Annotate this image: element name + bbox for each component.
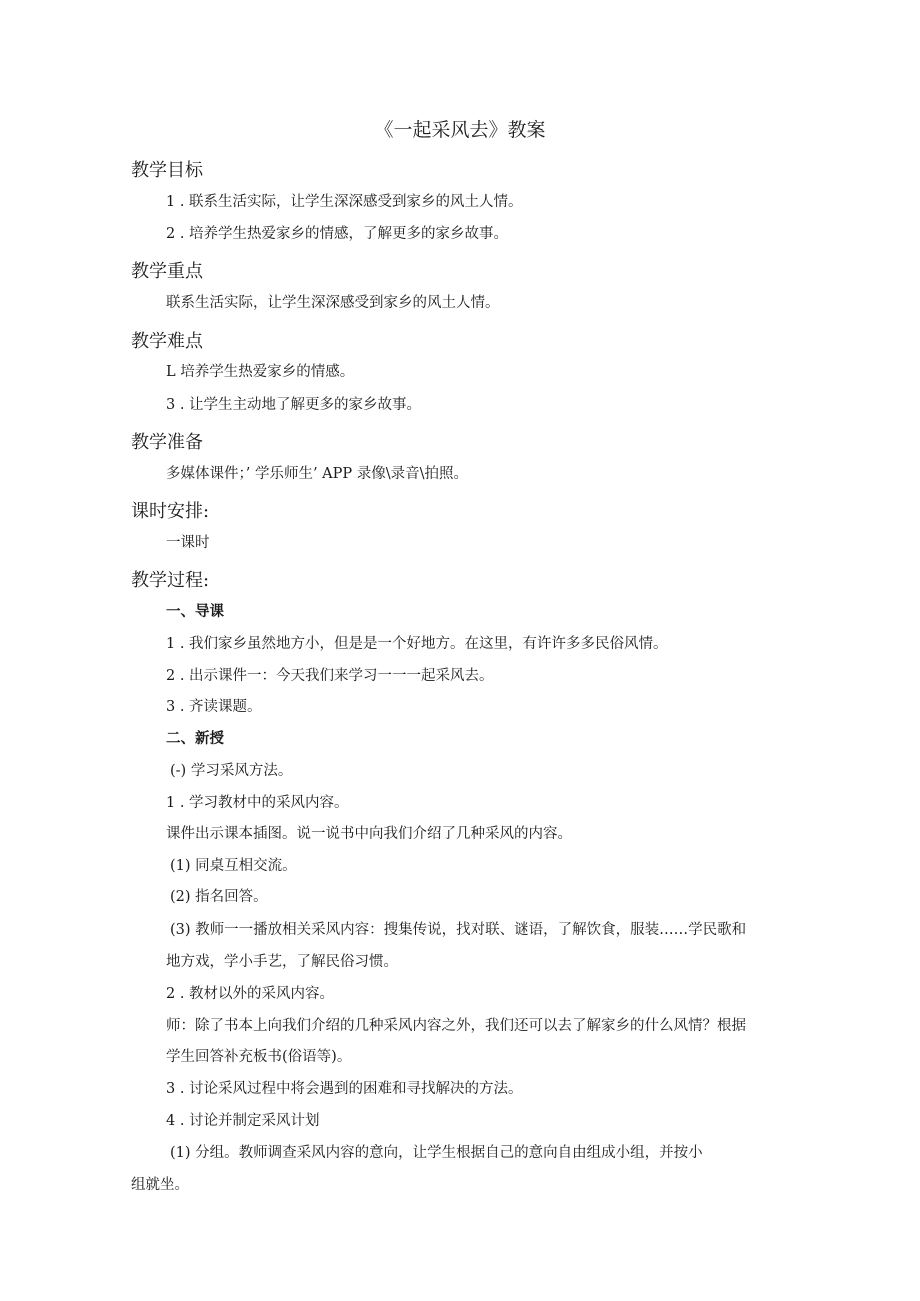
lesson-line: 2 . 教材以外的采风内容。: [166, 986, 335, 1002]
difficulty-item: L 培养学生热爱家乡的情感。: [166, 364, 355, 380]
lesson-line: (1) 分组。教师调查采风内容的意向，让学生根据自己的意向自由组成小组，并按小: [170, 1145, 703, 1161]
document-title: 《一起采风去》教案: [374, 119, 546, 141]
goal-item: 2 . 培养学生热爱家乡的情感，了解更多的家乡故事。: [166, 226, 509, 242]
heading-schedule: 课时安排:: [131, 501, 210, 522]
lesson-line: 4 . 讨论并制定采风计划: [166, 1113, 320, 1129]
goal-item: 1 . 联系生活实际，让学生深深感受到家乡的风土人情。: [166, 194, 523, 210]
lesson-line: 地方戏，学小手艺，了解民俗习惯。: [166, 954, 398, 970]
lesson-line: 3 . 讨论采风过程中将会遇到的困难和寻找解决的方法。: [166, 1081, 523, 1097]
intro-item: 2 . 出示课件一：今天我们来学习一一一起采风去。: [166, 668, 494, 684]
lesson-line: (1) 同桌互相交流。: [170, 858, 297, 874]
key-points-text: 联系生活实际，让学生深深感受到家乡的风土人情。: [166, 295, 500, 311]
lesson-line: (-) 学习采风方法。: [170, 763, 293, 779]
intro-item: 1 . 我们家乡虽然地方小，但是是一个好地方。在这里，有许许多多民俗风情。: [166, 636, 668, 652]
difficulty-item: 3 . 让学生主动地了解更多的家乡故事。: [166, 397, 422, 413]
preparation-text: 多媒体课件；’ 学乐师生’ APP 录像\录音\拍照。: [166, 466, 469, 482]
lesson-line: 1 . 学习教材中的采风内容。: [166, 795, 349, 811]
lesson-line: 学生回答补充板书(俗语等)。: [166, 1049, 352, 1065]
lesson-line: (2) 指名回答。: [170, 889, 268, 905]
lesson-line: 师：除了书本上向我们介绍的几种采风内容之外，我们还可以去了解家乡的什么风情？根据: [166, 1018, 746, 1034]
lesson-line: 组就坐。: [131, 1177, 189, 1193]
heading-key-points: 教学重点: [131, 261, 203, 282]
lesson-line: (3) 教师一一播放相关采风内容：搜集传说，找对联、谜语，了解饮食，服装……学民歌和: [170, 922, 747, 938]
section-heading-new-lesson: 二、新授: [166, 730, 224, 747]
intro-item: 3 . 齐读课题。: [166, 699, 262, 715]
lesson-line: 课件出示课本插图。说一说书中向我们介绍了几种采风的内容。: [166, 826, 572, 842]
section-heading-intro: 一、导课: [166, 603, 224, 620]
heading-process: 教学过程:: [131, 570, 210, 591]
heading-teaching-goals: 教学目标: [131, 160, 203, 181]
heading-preparation: 教学准备: [131, 432, 203, 453]
heading-difficulties: 教学难点: [131, 331, 203, 352]
schedule-text: 一课时: [166, 535, 210, 551]
